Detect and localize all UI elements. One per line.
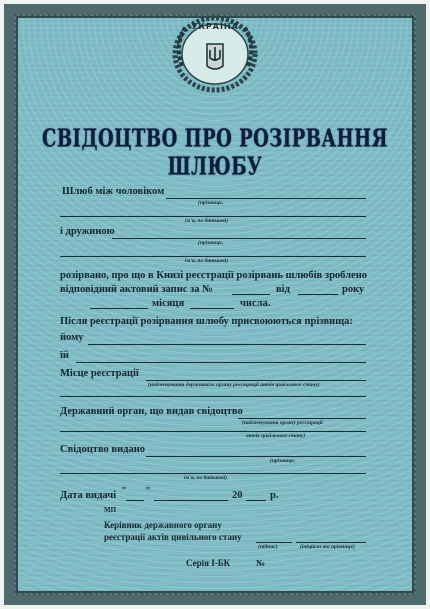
him-label: йому	[60, 332, 84, 343]
after-registration-text: Після реєстрації розірвання шлюбу присвоюються прізвища:	[60, 316, 353, 327]
dissolved-text-line3a: місяця	[152, 298, 185, 309]
wife-name-hint: ім'я, по батькові)	[185, 258, 229, 264]
head-label-line1: Керівник державного органу	[104, 520, 222, 530]
date-open-quote: "	[121, 486, 127, 497]
number-sign: №	[256, 558, 266, 568]
wife-name-line[interactable]	[60, 256, 366, 257]
date-month-line[interactable]	[154, 500, 228, 501]
signature-line[interactable]	[256, 542, 292, 543]
place-hint: (найменування державного органу реєстрації актів цивільного стану)	[148, 382, 320, 388]
issuer-hint2: актів цивільного стану)	[246, 433, 306, 439]
wife-label: і дружиною	[60, 226, 115, 237]
trident-icon	[207, 44, 223, 69]
dissolved-text-line3b: числа.	[240, 298, 271, 309]
date-close-quote: "	[145, 486, 151, 497]
dissolved-text-line1: розірвано, про що в Книзі реєстрації розірвань шлюбів зроблено	[60, 270, 367, 281]
issuer-label: Державний орган, що видав свідоцтво	[60, 406, 243, 417]
husband-label: Шлюб між чоловіком	[62, 186, 165, 197]
guilloche-background	[18, 18, 412, 591]
place-line[interactable]	[146, 380, 366, 381]
husband-surname-hint: (прізвище,	[198, 200, 224, 206]
dissolved-text-line2a: відповідний актовий запис за №	[60, 284, 213, 295]
husband-name-line[interactable]	[60, 216, 366, 217]
record-number-line[interactable]	[232, 294, 270, 295]
place-line-2[interactable]	[60, 396, 366, 397]
wife-surname-hint: (прізвище,	[198, 240, 224, 246]
signature-hint: (підпис)	[258, 544, 278, 550]
stamp-place: МП	[104, 506, 117, 514]
dissolved-text-line2b: від	[276, 284, 290, 295]
date-year-line[interactable]	[246, 500, 266, 501]
husband-surname-line[interactable]	[166, 198, 366, 199]
issued-to-surname-hint: (прізвище,	[270, 458, 296, 464]
certificate-body	[16, 16, 414, 593]
record-day-line[interactable]	[190, 308, 234, 309]
wife-surname-line[interactable]	[112, 238, 366, 239]
record-month-line[interactable]	[90, 308, 148, 309]
country-label: УКРАЇНА	[191, 22, 239, 31]
record-year-line[interactable]	[298, 294, 338, 295]
year-prefix: 20	[232, 490, 243, 501]
her-label: їй	[60, 350, 69, 361]
head-label-line2: реєстрації актів цивільного стану	[104, 532, 242, 542]
issued-to-name-hint: ім'я, по батькові)	[184, 475, 228, 481]
state-emblem	[170, 6, 260, 96]
issued-to-name-line[interactable]	[60, 473, 366, 474]
dissolved-text-line2c: року	[342, 284, 365, 295]
issuer-line[interactable]	[238, 418, 366, 419]
issued-to-label: Свідоцтво видано	[60, 444, 145, 455]
date-label: Дата видачі	[60, 490, 117, 501]
initials-hint: (ініціали та прізвище)	[300, 544, 355, 550]
issuer-line-2[interactable]	[60, 431, 366, 432]
issuer-hint1: (найменування органу реєстрації	[242, 420, 323, 426]
year-suffix: р.	[270, 490, 279, 501]
initials-line[interactable]	[296, 542, 366, 543]
place-label: Місце реєстрації	[60, 368, 139, 379]
wreath-icon	[170, 6, 260, 96]
date-day-line[interactable]	[126, 500, 144, 501]
issued-to-surname-line[interactable]	[146, 456, 366, 457]
series-label: Серія І-БК	[186, 558, 231, 568]
document-title: СВІДОЦТВО ПРО РОЗІРВАННЯ ШЛЮБУ	[42, 124, 388, 182]
him-surname-line[interactable]	[88, 344, 366, 345]
husband-name-hint: ім'я, по батькові)	[185, 218, 229, 224]
her-surname-line[interactable]	[76, 362, 366, 363]
